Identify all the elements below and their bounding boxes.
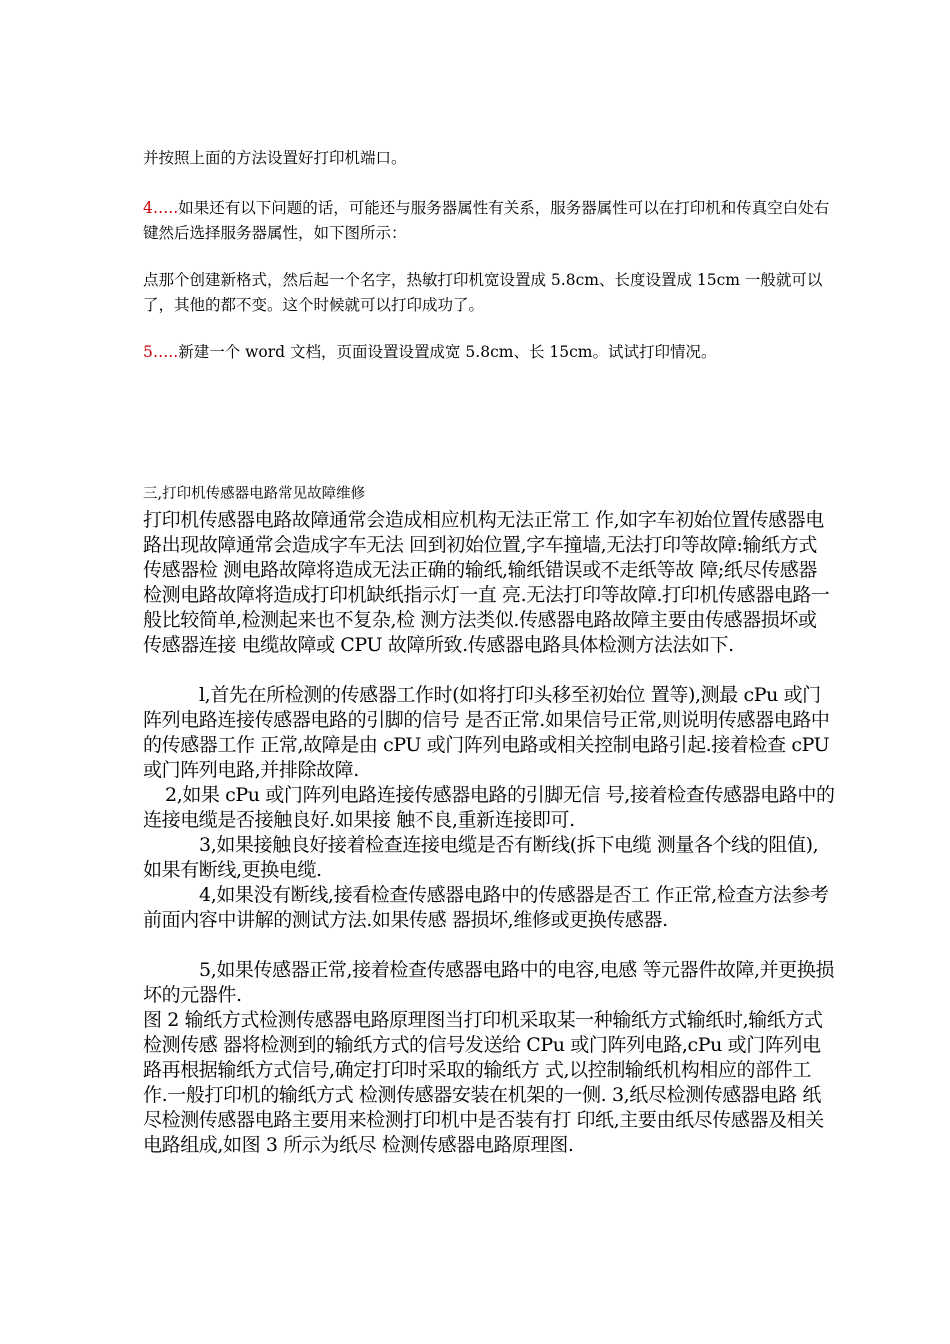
paragraph-check-step-2: 2,如果 cPu 或门阵列电路连接传感器电路的引脚无信 号,接着检查传感器电路中的连接电缆是否接触良好.如果接 触不良,重新连接即可.	[143, 784, 835, 831]
step-4-text: 如果还有以下问题的话，可能还与服务器属性有关系，服务器属性可以在打印机和传真空白处右键然后选择服务器属性，如下图所示：	[143, 199, 830, 242]
step-number-4: 4…..	[143, 199, 179, 217]
section-title: 三,打印机传感器电路常见故障维修	[143, 486, 366, 502]
paragraph-feed-sensor: 图 2 输纸方式检测传感器电路原理图当打印机采取某一种输纸方式输纸时,输纸方式检测传感 器将检测到的输纸方式的信号发送给 CPu 或门阵列电路,cPu 或门阵列电路再根据输纸方式信号,确定打印时采取的输纸方 式,以控制输纸机构相应的部件工作.一般打印机的输纸方式 检测传感器安装在机架的一侧. 3,纸尽检测传感器电路 纸尽检测传感器电路主要用来检测打印机中是否装有打 印纸,主要由纸尽传感器及相关电路组成,如图 3 所示为纸尽 检测传感器电路原理图.	[143, 1009, 824, 1156]
paragraph-step-4	[143, 196, 835, 246]
paragraph-step-5	[143, 340, 835, 365]
paragraph-sensor-intro: 打印机传感器电路故障通常会造成相应机构无法正常工 作,如字车初始位置传感器电路出现故障通常会造成字车无法 回到初始位置,字车撞墙,无法打印等故障:输纸方式传感器检 测电路故障将造成无法正确的输纸,输纸错误或不走纸等故 障;纸尽传感器检测电路故障将造成打印机缺纸指示灯一直 亮.无法打印等故障.打印机传感器电路一般比较简单,检测起来也不复杂,检 测方法类似.传感器电路故障主要由传感器损坏或传感器连接 电缆故障或 CPU 故障所致.传感器电路具体检测方法法如下.	[143, 509, 830, 656]
paragraph-check-step-5: 5,如果传感器正常,接着检查传感器电路中的电容,电感 等元器件故障,并更换损坏的元器件.	[143, 959, 835, 1006]
paragraph-check-step-3: 3,如果接触良好接着检查连接电缆是否有断线(拆下电缆 测量各个线的阻值),如果有断线,更换电缆.	[143, 834, 819, 881]
paragraph-check-step-1: l,首先在所检测的传感器工作时(如将打印头移至初始位 置等),测最 cPu 或门阵列电路连接传感器电路的引脚的信号 是否正常.如果信号正常,则说明传感器电路中的传感器工作 正常,故障是由 cPU 或门阵列电路或相关控制电路引起.接着检查 cPU 或门阵列电路,并排除故障.	[143, 684, 830, 781]
step-5-text: 新建一个 word 文档，页面设置设置成宽 5.8cm、长 15cm。试试打印情况。	[178, 343, 717, 361]
paragraph-new-format: 点那个创建新格式，然后起一个名字，热敏打印机宽设置成 5.8cm、长度设置成 15cm 一般就可以了，其他的都不变。这个时候就可以打印成功了。	[143, 271, 823, 314]
paragraph-port-setting: 并按照上面的方法设置好打印机端口。	[143, 149, 407, 167]
paragraph-check-step-4: 4,如果没有断线,接看检查传感器电路中的传感器是否工 作正常,检查方法参考前面内容中讲解的测试方法.如果传感 器损坏,维修或更换传感器.	[143, 884, 829, 931]
step-number-5: 5…..	[143, 343, 179, 361]
